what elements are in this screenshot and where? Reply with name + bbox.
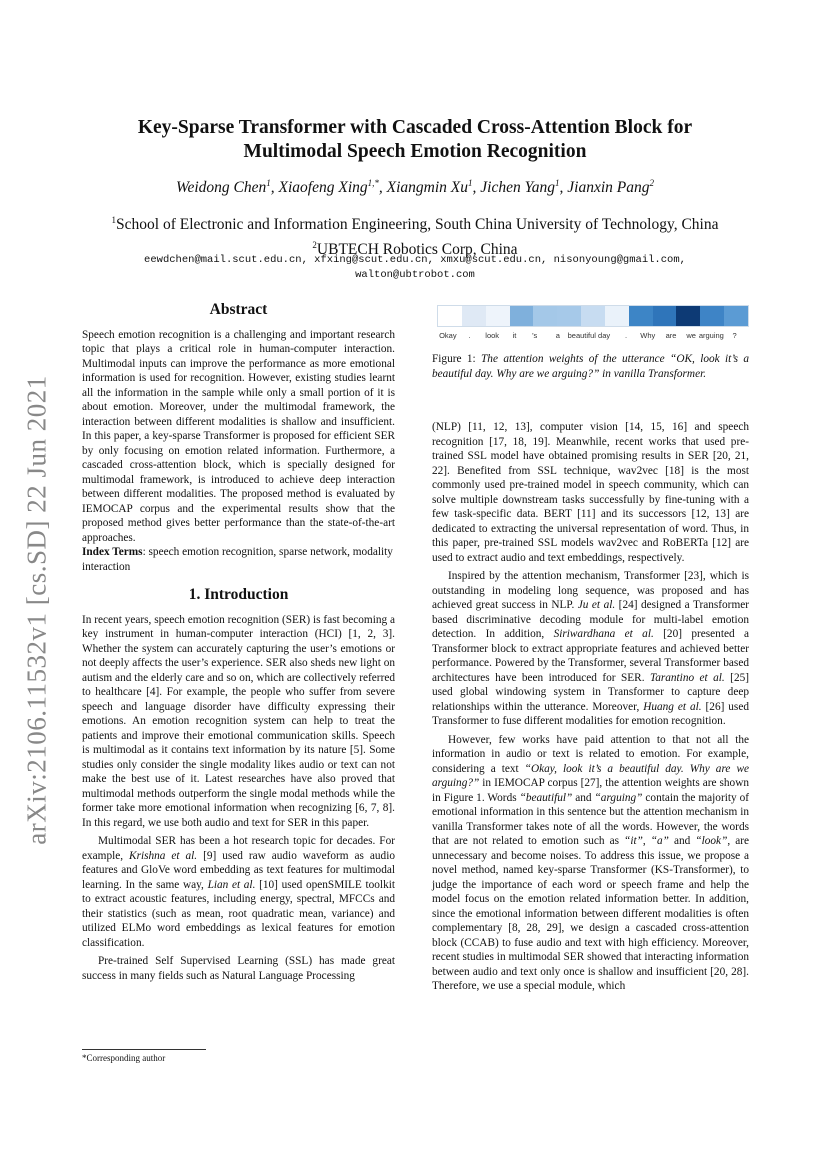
author-name: Weidong Chen bbox=[175, 179, 267, 197]
intro-paragraph-1: In recent years, speech emotion recognition (SER) is fast becoming a key instrument in human-computer interaction (HCI) [1, 2, 3]. Whether the system can accurately capturing the user’s emotions or not deeply affects the user’s experience. SER also sheds new light on autism and the elderly care and so on, which are collectively referred to healthcare [4]. For example, the people who suffer from severe speech and language disorder have difficulty expressing their emotions. An emotion recognition system can help to treat the patients and improve their emotional communication skills. Speech is multimodal as it contains text information by its nature [5]. Some studies only consider the single modality likes audio or text can not make the best use of it. Latest researches have also proved that multimodal methods outperform the single modal methods while the former take more emotional information when recognizing [6, 7, 8]. In this regard, we use both audio and text for SER in this paper. bbox=[82, 613, 395, 829]
token-label: look bbox=[485, 331, 500, 340]
paper-title bbox=[82, 116, 748, 164]
token-labels bbox=[437, 331, 747, 345]
author-name: Jichen Yang bbox=[480, 179, 556, 197]
right-paragraph-3: However, few works have paid attention to that not all the information in audio or text is related to emotion. For example, considering a text “Okay, look it’s a beautiful day. Why are we arguing?” in IEMOCAP corpus [27], the attention weights are shown in Figure 1. Words “beautiful” and “arguing” contain the majority of emotional information in this sentence but the attention mechanism in vanilla Transformer takes note of all the words. However, the words that are not related to emotion such as “it”, “a” and “look”, are unnecessary and become noises. To address this issue, we propose a novel method, named key-sparse Transformer (KS-Transformer), to judge the importance of each word or speech frame and help the model focus on the emotion related information better. In addition, since the emotional information between different modalities is often complementary [8, 28, 29], we design a cascaded cross-attention block (CCAB) to fuse audio and text with high efficiency. Moreover, recent studies in multimodal SER showed that interacting information between audio and text only once is shallow and insufficient [20, 28]. Therefore, we use a special module, which bbox=[432, 733, 749, 992]
intro-paragraph-2: Multimodal SER has been a hot research topic for decades. For example, Krishna et al. [9] used raw audio waveform as audio features and GloVe word embedding as text features for multimodal learning. In the same way, Lian et al. [10] used openSMILE toolkit to extract acoustic features, including energy, spectral, MFCCs and their statistics (such as mean, root quadratic mean, variance) and utilized ELMo word embeddings as lexical features for emotion classification. bbox=[82, 835, 395, 949]
right-paragraph-1: (NLP) [11, 12, 13], computer vision [14, 15, 16] and speech recognition [17, 18, 19]. Meanwhile, recent works that used pre-trained SSL model have obtained promising results in SER [20, 21, 22]. Benefited from SSL technique, wav2vec [18] is the most commonly used pre-trained model in speech community, which can solve multiple downstream tasks successfully by fine-tuning with a few task-specific data. BERT [11] and its successors [12, 13] are dedicated to extracting the universal representation of word. Thus, in this paper, pre-trained SSL models wav2vec and RoBERTa [12] are used to extract audio and text embeddings, respectively. bbox=[432, 421, 749, 564]
attention-cell bbox=[486, 306, 510, 326]
arxiv-sidebar bbox=[12, 330, 62, 890]
affiliation-2: $^2$UBTECH Robotics Corp, China bbox=[312, 240, 518, 259]
attention-cell bbox=[653, 306, 677, 326]
index-terms: Index Terms: speech emotion recognition, sparse network, modality interaction bbox=[82, 546, 393, 573]
token-label: . bbox=[625, 331, 628, 340]
arxiv-identifier: arXiv:2106.11532v1 [cs.SD] 22 Jun 2021 bbox=[21, 375, 52, 845]
abstract-text: Speech emotion recognition is a challenging and important research topic that plays a critical role in human-computer interaction. Multimodal inputs can improve the performance as more emotional information is used for recognition. However, existing studies learnt all the information in the sample while only a small portion of it is about emotion. Moreover, under the multimodal framework, the interaction between different modalities is shallow and insufficient. In this paper, a key-sparse Transformer is proposed for efficient SER by only focusing on emotion related information. Furthermore, a cascaded cross-attention block, which is specially designed for multimodal framework, is introduced to achieve deep interaction between different modalities. The proposed method is evaluated by IEMOCAP corpus and the experimental results show that the proposed method gives better performance than the state-of-the-art approaches. bbox=[82, 328, 395, 544]
attention-cell bbox=[557, 306, 581, 326]
token-label: ’s bbox=[532, 331, 538, 340]
token-label: ? bbox=[732, 331, 737, 340]
right-column bbox=[432, 420, 749, 994]
token-label: it bbox=[512, 331, 517, 340]
attention-heatmap bbox=[437, 305, 749, 327]
attention-cell bbox=[700, 306, 724, 326]
token-label: a bbox=[555, 331, 560, 340]
left-column bbox=[82, 303, 395, 983]
title-line-1: Key-Sparse Transformer with Cascaded Cross-Attention Block for bbox=[137, 117, 693, 138]
author-emails bbox=[82, 253, 748, 283]
token-label: beautiful day bbox=[567, 331, 611, 340]
introduction-heading: 1. Introduction bbox=[188, 586, 289, 603]
token-label: we bbox=[686, 331, 696, 340]
affiliation-1: $^1$School of Electronic and Information Engineering, South China University of Technology, China bbox=[111, 215, 719, 234]
attention-cell bbox=[533, 306, 557, 326]
attention-cell bbox=[438, 306, 462, 326]
footnote: *Corresponding author bbox=[82, 1053, 166, 1063]
author-name: Jianxin Pang bbox=[567, 179, 650, 197]
attention-cell bbox=[581, 306, 605, 326]
token-label: are bbox=[665, 331, 677, 340]
email-line-2: walton@ubtrobot.com bbox=[355, 269, 475, 281]
right-paragraph-2: Inspired by the attention mechanism, Transformer [23], which is outstanding in modeling long sequence, was proposed and has achieved great success in NLP. Ju et al. [24] designed a Transformer based discriminative decoding module for multi-label emotion detection. In addition, Siriwardhana et al. [20] presented a Transformer block to extract appropriate features and achieved better performance. Powered by the Transformer, several Transformer based architectures have been introduced for SER. Tarantino et al. [25] used global windowing system in Transformer to capture deep relationships within the utterance. Moreover, Huang et al. [26] used Transformer to fuse different modalities for emotion recognition. bbox=[432, 570, 750, 727]
author-name: Xiaofeng Xing bbox=[278, 179, 368, 197]
token-label: Why bbox=[640, 331, 656, 340]
attention-cell bbox=[462, 306, 486, 326]
attention-cell bbox=[605, 306, 629, 326]
footnote-rule bbox=[82, 1049, 206, 1050]
figure-caption: Figure 1: The attention weights of the utterance “OK, look it’s a beautiful day. Why are we arguing?” in vanilla Transformer. bbox=[432, 353, 750, 380]
token-label: Okay bbox=[439, 331, 457, 340]
attention-cell bbox=[676, 306, 700, 326]
token-label: . bbox=[468, 331, 471, 340]
email-line-1: eewdchen@mail.scut.edu.cn, xfxing@scut.edu.cn, xmxu@scut.edu.cn, nisonyoung@gmail.com, bbox=[144, 254, 686, 266]
attention-cell bbox=[629, 306, 653, 326]
intro-paragraph-3: Pre-trained Self Supervised Learning (SSL) has made great success in many fields such as Natural Language Processing bbox=[82, 955, 395, 982]
token-label: arguing bbox=[698, 331, 724, 340]
author-name: Xiangmin Xu bbox=[386, 179, 469, 197]
title-line-2: Multimodal Speech Emotion Recognition bbox=[243, 141, 587, 162]
attention-cell bbox=[724, 306, 748, 326]
abstract-heading: Abstract bbox=[209, 301, 268, 318]
attention-cell bbox=[510, 306, 534, 326]
attention-figure bbox=[437, 305, 747, 345]
author-list: Weidong Chen$^1$, Xiaofeng Xing$^{1,*}$, Xiangmin Xu$^1$, Jichen Yang$^1$, Jianxin Pang$^2$ bbox=[175, 178, 655, 197]
